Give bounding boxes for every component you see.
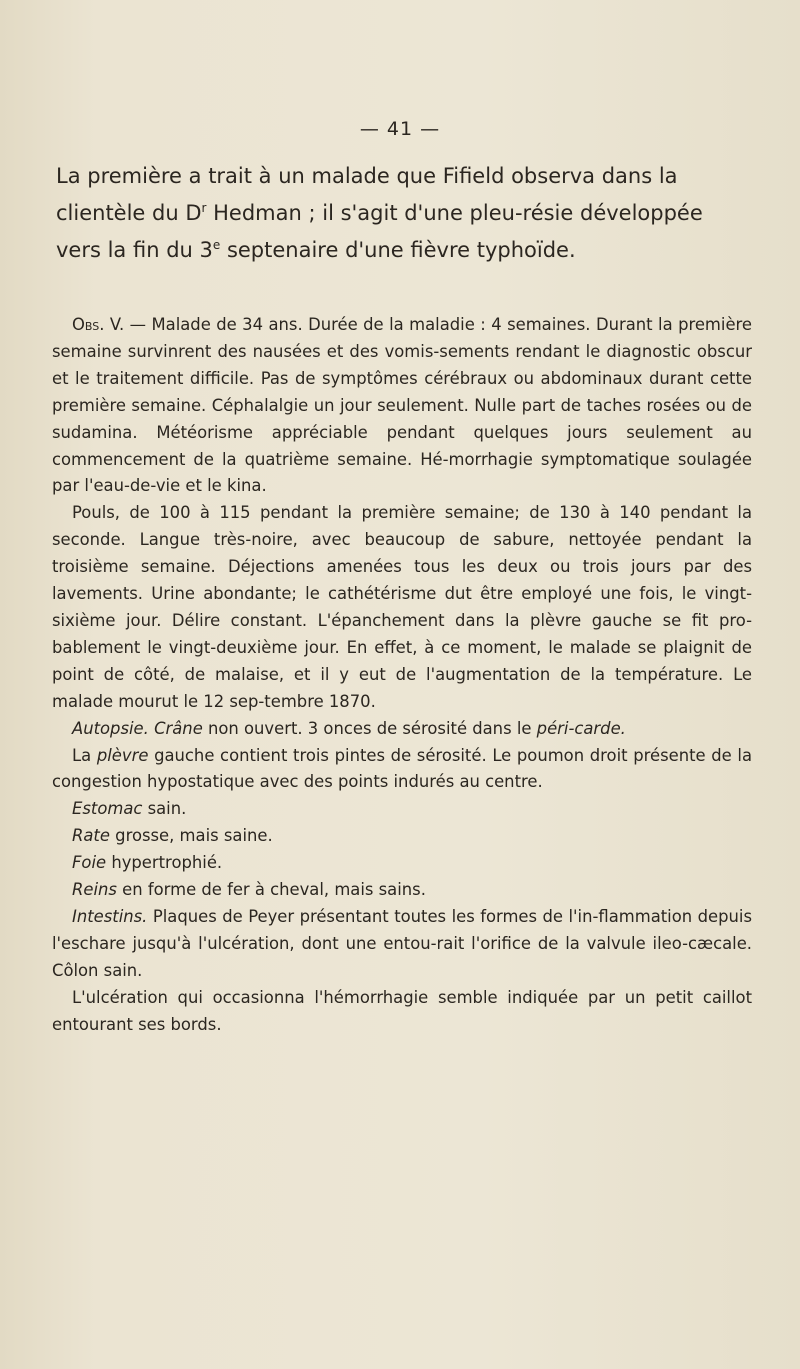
intro-text-1: La première a trait à un malade que Fifield observa dans la clientèle du D [56,164,678,225]
pericarde-label: péri-carde. [536,718,626,738]
intestins-label: Intestins. [72,906,148,926]
observation-block [52,312,752,1038]
estomac-text: sain. [142,799,187,819]
intro-sup-1: r [201,201,207,215]
foie-label: Foie [72,853,107,873]
estomac-label: Estomac [72,799,143,819]
autopsie-paragraph [52,716,752,743]
autopsie-label: Autopsie. [72,718,149,738]
crane-text: non ouvert. 3 onces de sérosité dans le [202,718,537,738]
estomac-paragraph [52,796,752,823]
plevre-prefix: La [72,745,97,765]
foie-text: hypertrophié. [106,853,223,873]
conclusion-paragraph: L'ulcération qui occasionna l'hémorrhagie semble indiquée par un petit caillot entourant ses bords. [52,987,752,1034]
crane-label: Crâne [154,718,203,738]
pouls-paragraph: Pouls, de 100 à 115 pendant la première semaine; de 130 à 140 pendant la seconde. Langue très-noire, avec beaucoup de sabure, nettoyée pendant la troisième semaine. Déjections amenées tous les deux ou trois jours par des lavements. Urine abondante; le cathétérisme dut être employé une fois, le vingt-sixième jour. Délire constant. L'épanchement dans la plèvre gauche se fit pro-bablement le vingt-deuxième jour. En effet, à ce moment, le malade se plaignit de point de côté, de malaise, et il y eut de l'augmentation de la température. Le malade mourut le 12 sep-tembre 1870. [52,503,752,711]
plevre-paragraph [52,743,752,797]
obs-text: — Malade de 34 ans. Durée de la maladie : 4 semaines. Durant la première semaine survinrent des nausées et des vomis-sements rendant le diagnostic obscur et le traitement difficile. Pas de symptômes cérébraux ou abdominaux durant cette première semaine. Céphalalgie un jour seulement. Nulle part de taches rosées ou de sudamina. Météorisme appréciable pendant quelques jours seulement au commencement de la quatrième semaine. Hé-morrhagie symptomatique soulagée par l'eau-de-vie et le kina. [52,315,752,496]
reins-text: en forme de fer à cheval, mais sains. [116,880,426,900]
page-number: — 41 — [359,118,441,140]
intro-text-3: septenaire d'une fièvre typhoïde. [220,238,576,262]
obs-paragraph [52,312,752,500]
plevre-label: plèvre [96,745,149,765]
rate-paragraph [52,823,752,850]
rate-label: Rate [72,826,110,846]
rate-text: grosse, mais saine. [109,826,273,846]
intro-paragraph [56,158,746,269]
intro-sup-2: e [212,238,221,252]
plevre-text: gauche contient trois pintes de sérosité. Le poumon droit présente de la congestion hypostatique avec des points indurés au centre. [52,745,753,792]
obs-label: Obs. V. [72,315,125,334]
foie-paragraph [52,850,752,877]
reins-label: Reins [72,880,117,900]
intestins-paragraph [52,904,752,985]
intro-text-2: Hedman ; il s'agit d'une pleu-résie développée vers la fin du 3 [56,201,703,262]
reins-paragraph [52,877,752,904]
intestins-text: Plaques de Peyer présentant toutes les formes de l'in-flammation depuis l'eschare jusqu'à l'ulcération, dont une entou-rait l'orifice de la valvule ileo-cæcale. Côlon sain. [52,906,752,980]
